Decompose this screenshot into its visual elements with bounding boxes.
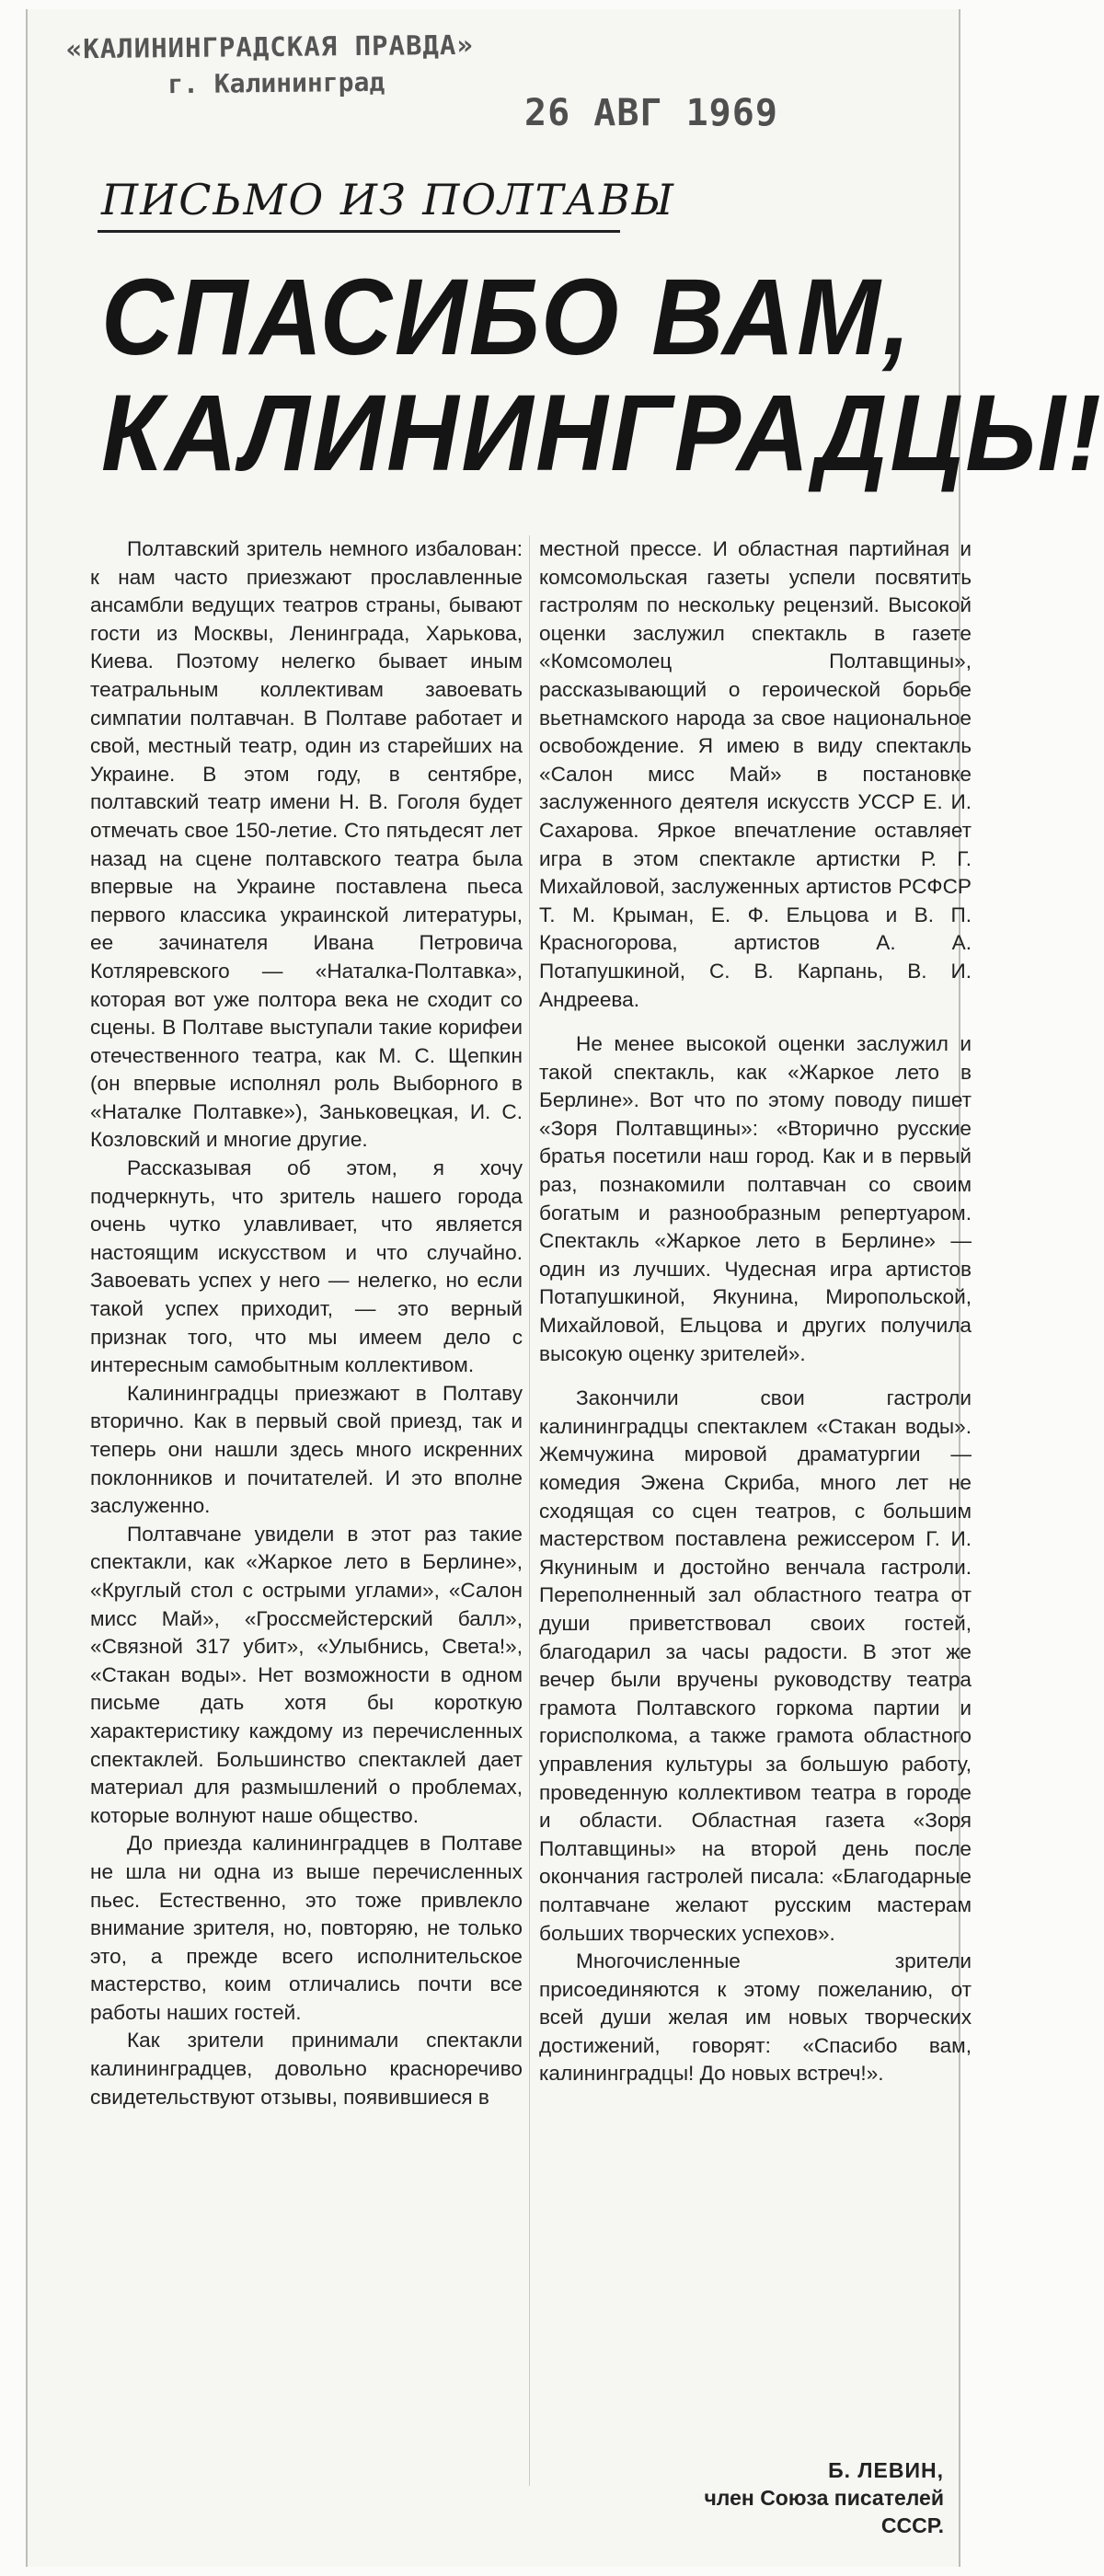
newspaper-stamp [66,29,475,101]
headline [101,257,1104,494]
stamp-newspaper-name: «КАЛИНИНГРАДСКАЯ ПРАВДА» [65,29,474,65]
paragraph: Как зрители принимали спектакли калининградцев, довольно красноречиво свидетельствуют отзывы, появившиеся в [90,2029,523,2109]
author-name: Б. ЛЕВИН, [828,2458,944,2482]
paragraph: местной прессе. И областная партийная и комсомольская газеты успели посвятить гастролям по нескольку рецензий. Высокой оценки заслужил спектакль в газете «Комсомолец Полтавщины», рассказывающий о героической борьбе вьетнамского народа за свое национальное освобождение. Я имею в виду спектакль «Салон мисс Май» в постановке заслуженного деятеля искусств УССР Е. И. Сахарова. Яркое впечатление оставляет игра в этом спектакле артистки Р. Г. Михайловой, заслуженных артистов РСФСР Т. М. Крыман, Е. Ф. Ельцова и В. П. Красногорова, артистов А. А. Потапушкиной, С. В. Карпань, В. И. Андреева. [539,537,972,1011]
newspaper-clipping [26,9,1104,2567]
paragraph: Калининградцы приезжают в Полтаву вторично. Как в первый свой приезд, так и теперь они нашли здесь много искренних поклонников и почитателей. И это вполне заслуженно. [90,1381,523,1518]
article-column-2 [539,535,972,2088]
headline-line-1: СПАСИБО ВАМ, [101,257,914,378]
stamp-date: 26 АВГ 1969 [524,92,778,134]
author-title-line-2: СССР. [880,2513,944,2537]
paragraph: Не менее высокой оценки заслужил и такой спектакль, как «Жаркое лето в Берлине». Вот что по этому поводу пишет «Зоря Полтавщины»: «Вторично русские братья посетили наш город. Как и в первый раз, познакомили полтавчан со своим богатым и разнообразным репертуаром. Спектакль «Жаркое лето в Берлине» — один из лучших. Чудесная игра артистов Потапушкиной, Якунина, Миропольской, Михайловой, Ельцова и других получила высокую оценку зрителей». [539,1032,972,1365]
paragraph: Рассказывая об этом, я хочу подчеркнуть, что зритель нашего города очень чутко улавливает, что является настоящим искусством и что случайно. Завоевать успех у него — нелегко, но если такой успех приходит, — это верный признак того, что мы имеем дело с интересным самобытным коллективом. [90,1156,523,1377]
rubric: ПИСЬМО ИЗ ПОЛТАВЫ [101,175,676,224]
headline-line-2: КАЛИНИНГРАДЦЫ! [101,373,1104,494]
column-divider [529,535,530,2486]
paragraph: Полтавский зритель немного избалован: к нам часто приезжают прославленные ансамбли ведущих театров страны, бывают гости из Москвы, Ленинграда, Харькова, Киева. Поэтому нелегко бывает иным театральным коллективам завоевать симпатии полтавчан. В Полтаве работает и свой, местный театр, один из старейших на Украине. В этом году, в сентябре, полтавский театр имени Н. В. Гоголя будет отмечать свое 150-летие. Сто пятьдесят лет назад на сцене полтавского театра была впервые на Украине поставлена пьеса первого классика украинской литературы, ее зачинателя Ивана Петровича Котляревского — «Наталка-Полтавка», которая вот уже полтора века не сходит со сцены. В Полтаве выступали такие корифеи отечественного театра, как М. С. Щепкин (он впервые исполнял роль Выборного в «Наталке Полтавке»), Заньковецкая, И. С. Козловский и многие другие. [90,537,523,1152]
rubric-underline [98,230,620,233]
paragraph: Полтавчане увидели в этот раз такие спектакли, как «Жаркое лето в Берлине», «Круглый стол с острыми углами», «Салон мисс Май», «Гроссмейстерский балл», «Связной 317 убит», «Улыбнись, Света!», «Стакан воды». Нет возможности в одном письме дать хотя бы короткую характеристику каждому из перечисленных спектаклей. Большинство спектаклей дает материал для размышлений о проблемах, которые волнуют наше общество. [90,1522,523,1827]
paragraph: До приезда калининградцев в Полтаве не шла ни одна из выше перечисленных пьес. Естественно, это тоже привлекло внимание зрителя, но, повторяю, не только это, а прежде всего исполнительское мастерство, коим отличались почти все работы наших гостей. [90,1832,523,2024]
stamp-city: г. Калининград [167,66,385,100]
article-column-1 [90,535,523,2111]
author-title-line-1: член Союза писателей [704,2486,944,2510]
paragraph: Закончили свои гастроли калининградцы спектаклем «Стакан воды». Жемчужина мировой драматургии — комедия Эжена Скриба, много лет не сходящая со сцен театров, с большим мастерством поставлена режиссером Г. И. Якуниным и достойно венчала гастроли. Переполненный зал областного театра от души приветствовал своих гостей, благодарил за часы радости. В этот же вечер были вручены руководству театра грамота Полтавского горкома партии и горисполкома, а также грамота областного управления культуры за большую работу, проведенную коллективом театра в городе и области. Областная газета «Зоря Полтавщины» на второй день после окончания гастролей писала: «Благодарные полтавчане желают русским мастерам больших творческих успехов». [539,1386,972,1945]
author-signature [580,2456,944,2539]
paragraph: Многочисленные зрители присоединяются к этому пожеланию, от всей души желая им новых творческих достижений, говорят: «Спасибо вам, калининградцы! До новых встреч!». [539,1949,972,2086]
